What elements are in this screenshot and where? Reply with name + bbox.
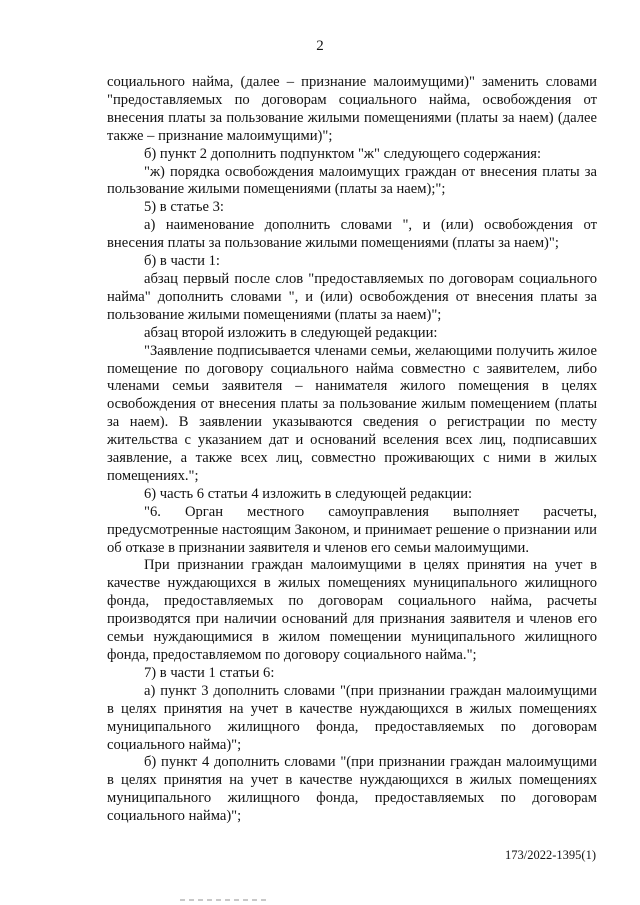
paragraph: "6. Орган местного самоуправления выполняет расчеты, предусмотренные настоящим Законом, и принимает решение о признании или об отказе в признании заявителя и членов его семьи малоимущими. (107, 503, 597, 556)
paragraph: абзац первый после слов "предоставляемых по договорам социального найма" дополнить словами ", и (или) освобождения от внесения платы за пользование жилыми помещениями (платы за наем)"; (107, 270, 597, 323)
paragraph: При признании граждан малоимущими в целях принятия на учет в качестве нуждающихся в жилых помещениях муниципального жилищного фонда, предоставляемых по договорам социального найма, расчеты производятся при наличии оснований для признания заявителя и членов его семьи нуждающимися в жилом помещении муниципального жилищного фонда, предоставляемом по договору социального найма."; (107, 557, 597, 663)
document-body (107, 74, 597, 826)
paragraph: 5) в статье 3: (144, 199, 224, 216)
paragraph: "Заявление подписывается членами семьи, желающими получить жилое помещение по договору социального найма совместно с заявителем, либо членами семьи заявителя – нанимателя жилого помещения в целях освобождения от внесения платы за пользование жилым помещением (платы за наем). В заявлении указываются сведения о регистрации по месту жительства с указанием дат и оснований вселения всех лиц, подписавших заявление, а также всех лиц, совместно проживающих с ними в жилых помещениях."; (107, 342, 597, 484)
paragraph: а) наименование дополнить словами ", и (или) освобождения от внесения платы за пользование жилыми помещениями (платы за наем)"; (107, 217, 597, 252)
paragraph: б) пункт 2 дополнить подпунктом "ж" следующего содержания: (144, 145, 542, 162)
page-number: 2 (316, 38, 324, 54)
document-code: 173/2022-1395(1) (505, 848, 596, 862)
paragraph: "ж) порядка освобождения малоимущих граждан от внесения платы за пользование жилыми помещениями (платы за наем);"; (107, 163, 597, 198)
paragraph: 7) в части 1 статьи 6: (144, 664, 275, 681)
paragraph: б) в части 1: (144, 253, 220, 270)
paragraph: абзац второй изложить в следующей редакции: (144, 324, 438, 341)
paragraph: 6) часть 6 статьи 4 изложить в следующей редакции: (144, 485, 473, 502)
paragraph: а) пункт 3 дополнить словами "(при признании граждан малоимущими в целях принятия на учет в качестве нуждающихся в жилых помещениях муниципального жилищного фонда, предоставляемых по договорам социального найма)"; (107, 682, 597, 753)
paragraph: б) пункт 4 дополнить словами "(при признании граждан малоимущими в целях принятия на учет в качестве нуждающихся в жилых помещениях муниципального жилищного фонда, предоставляемых по договорам социального найма)"; (107, 754, 597, 825)
paragraph: социального найма, (далее – признание малоимущими)" заменить словами "предоставляемых по договорам социального найма, освобождения от внесения платы за пользование жилыми помещениями (платы за наем) (далее также – признание малоимущими)"; (107, 74, 597, 144)
scan-artifact (180, 899, 270, 901)
